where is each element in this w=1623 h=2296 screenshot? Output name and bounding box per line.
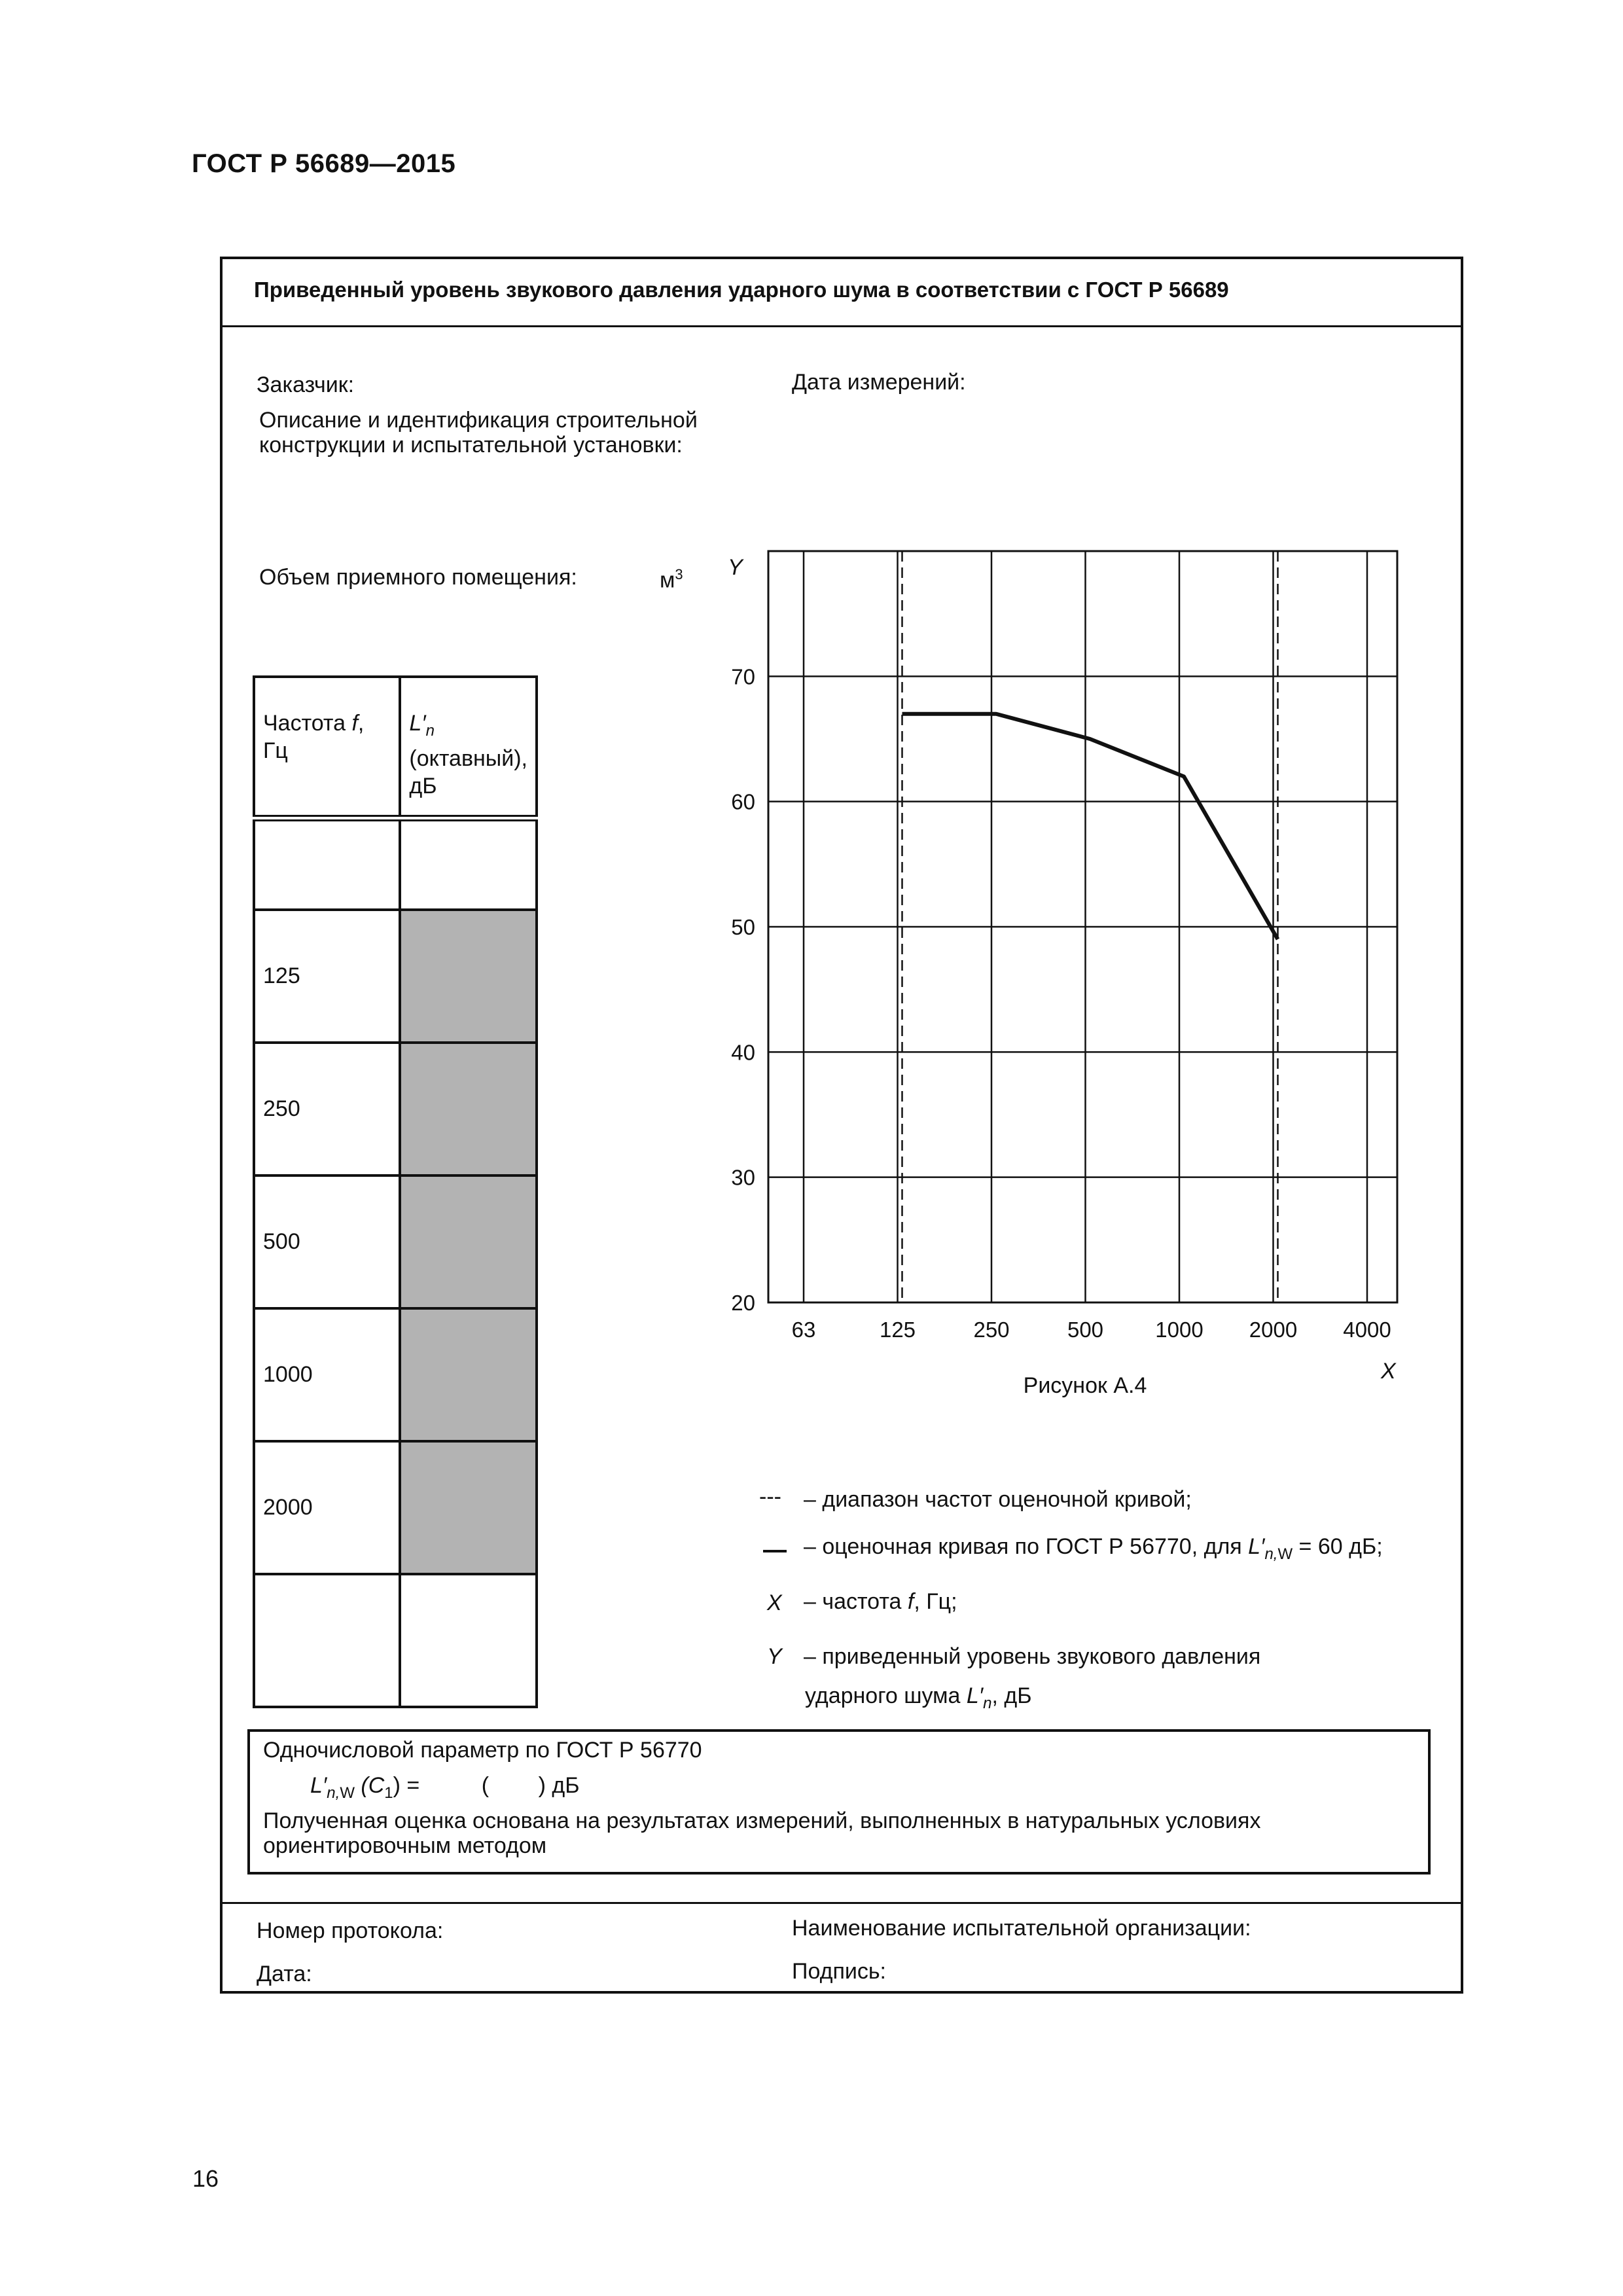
legend-y-symbol: Y <box>767 1644 782 1669</box>
table-cell-level-shaded <box>400 910 537 1043</box>
figure-caption: Рисунок А.4 <box>1023 1373 1147 1398</box>
y-tick-label: 50 <box>731 915 755 939</box>
legend-dashed-text: – диапазон частот оценочной кривой; <box>804 1487 1192 1512</box>
x-tick-label: 63 <box>791 1318 816 1342</box>
volume-label: Объем приемного помещения: <box>259 565 577 590</box>
x-tick-label: 500 <box>1067 1318 1104 1342</box>
footer-divider <box>220 1902 1463 1904</box>
single-number-formula: $L'_{n,W}$ $(C_1)$ = ( ) дБ <box>310 1773 580 1802</box>
freq-header: Частота f, Гц <box>254 677 400 818</box>
legend-solid-line-icon <box>763 1550 787 1552</box>
description-line1: Описание и идентификация строительной <box>259 408 698 433</box>
table-cell-level-shaded <box>400 1441 537 1574</box>
signature-label: Подпись: <box>792 1959 887 1984</box>
table-cell-level-shaded <box>400 1175 537 1308</box>
single-number-note-line2: ориентировочным методом <box>263 1833 547 1858</box>
x-tick-label: 4000 <box>1343 1318 1391 1342</box>
legend-x-symbol: X <box>767 1590 782 1615</box>
y-tick-label: 70 <box>731 664 755 689</box>
x-tick-label: 2000 <box>1249 1318 1298 1342</box>
single-number-title: Одночисловой параметр по ГОСТ Р 56770 <box>263 1738 702 1763</box>
frequency-table <box>253 675 538 1708</box>
y-tick-label: 30 <box>731 1165 755 1190</box>
y-tick-label: 20 <box>731 1291 755 1315</box>
protocol-number-label: Номер протокола: <box>257 1918 444 1943</box>
legend-dashed-symbol: --- <box>759 1484 781 1509</box>
volume-unit: $м^3$ <box>660 566 683 593</box>
rating-curve <box>902 714 1278 939</box>
table-cell-freq: 1000 <box>254 1308 400 1441</box>
footer-date-label: Дата: <box>257 1962 312 1986</box>
rating-chart <box>707 537 1459 1407</box>
title-divider <box>220 325 1463 327</box>
single-number-note-line1: Полученная оценка основана на результатах измерений, выполненных в натуральных условиях <box>263 1808 1261 1833</box>
table-cell-freq: 250 <box>254 1043 400 1175</box>
level-header: $L'_n$ (октавный), дБ <box>400 677 537 818</box>
customer-label: Заказчик: <box>257 372 355 397</box>
x-tick-label: 125 <box>879 1318 916 1342</box>
description-line2: конструкции и испытательной установки: <box>259 433 683 457</box>
table-cell-freq <box>254 1574 400 1707</box>
x-tick-label: 1000 <box>1155 1318 1204 1342</box>
page-number: 16 <box>192 2165 219 2192</box>
legend-y-text-line2: ударного шума $L'_n$, дБ <box>805 1683 1032 1712</box>
x-tick-label: 250 <box>973 1318 1010 1342</box>
legend-x-text: – частота f, Гц; <box>804 1589 957 1614</box>
table-cell-level-shaded <box>400 1308 537 1441</box>
form-title: Приведенный уровень звукового давления ударного шума в соответствии с ГОСТ Р 56689 <box>254 278 1229 302</box>
table-cell-level <box>400 818 537 910</box>
table-cell-freq: 125 <box>254 910 400 1043</box>
legend-solid-text: – оценочная кривая по ГОСТ Р 56770, для $L'_{n,W} = 60$ дБ; <box>804 1534 1383 1563</box>
table-cell-freq <box>254 818 400 910</box>
table-cell-freq: 500 <box>254 1175 400 1308</box>
y-tick-label: 60 <box>731 789 755 814</box>
measure-date-label: Дата измерений: <box>792 370 966 395</box>
table-cell-freq: 2000 <box>254 1441 400 1574</box>
y-axis-letter: Y <box>728 555 743 580</box>
document-code: ГОСТ Р 56689—2015 <box>192 149 456 178</box>
table-cell-level-shaded <box>400 1043 537 1175</box>
x-axis-letter: X <box>1381 1359 1396 1384</box>
table-cell-level <box>400 1574 537 1707</box>
legend-y-text-line1: – приведенный уровень звукового давления <box>804 1644 1261 1669</box>
organization-label: Наименование испытательной организации: <box>792 1916 1251 1941</box>
y-tick-label: 40 <box>731 1040 755 1065</box>
